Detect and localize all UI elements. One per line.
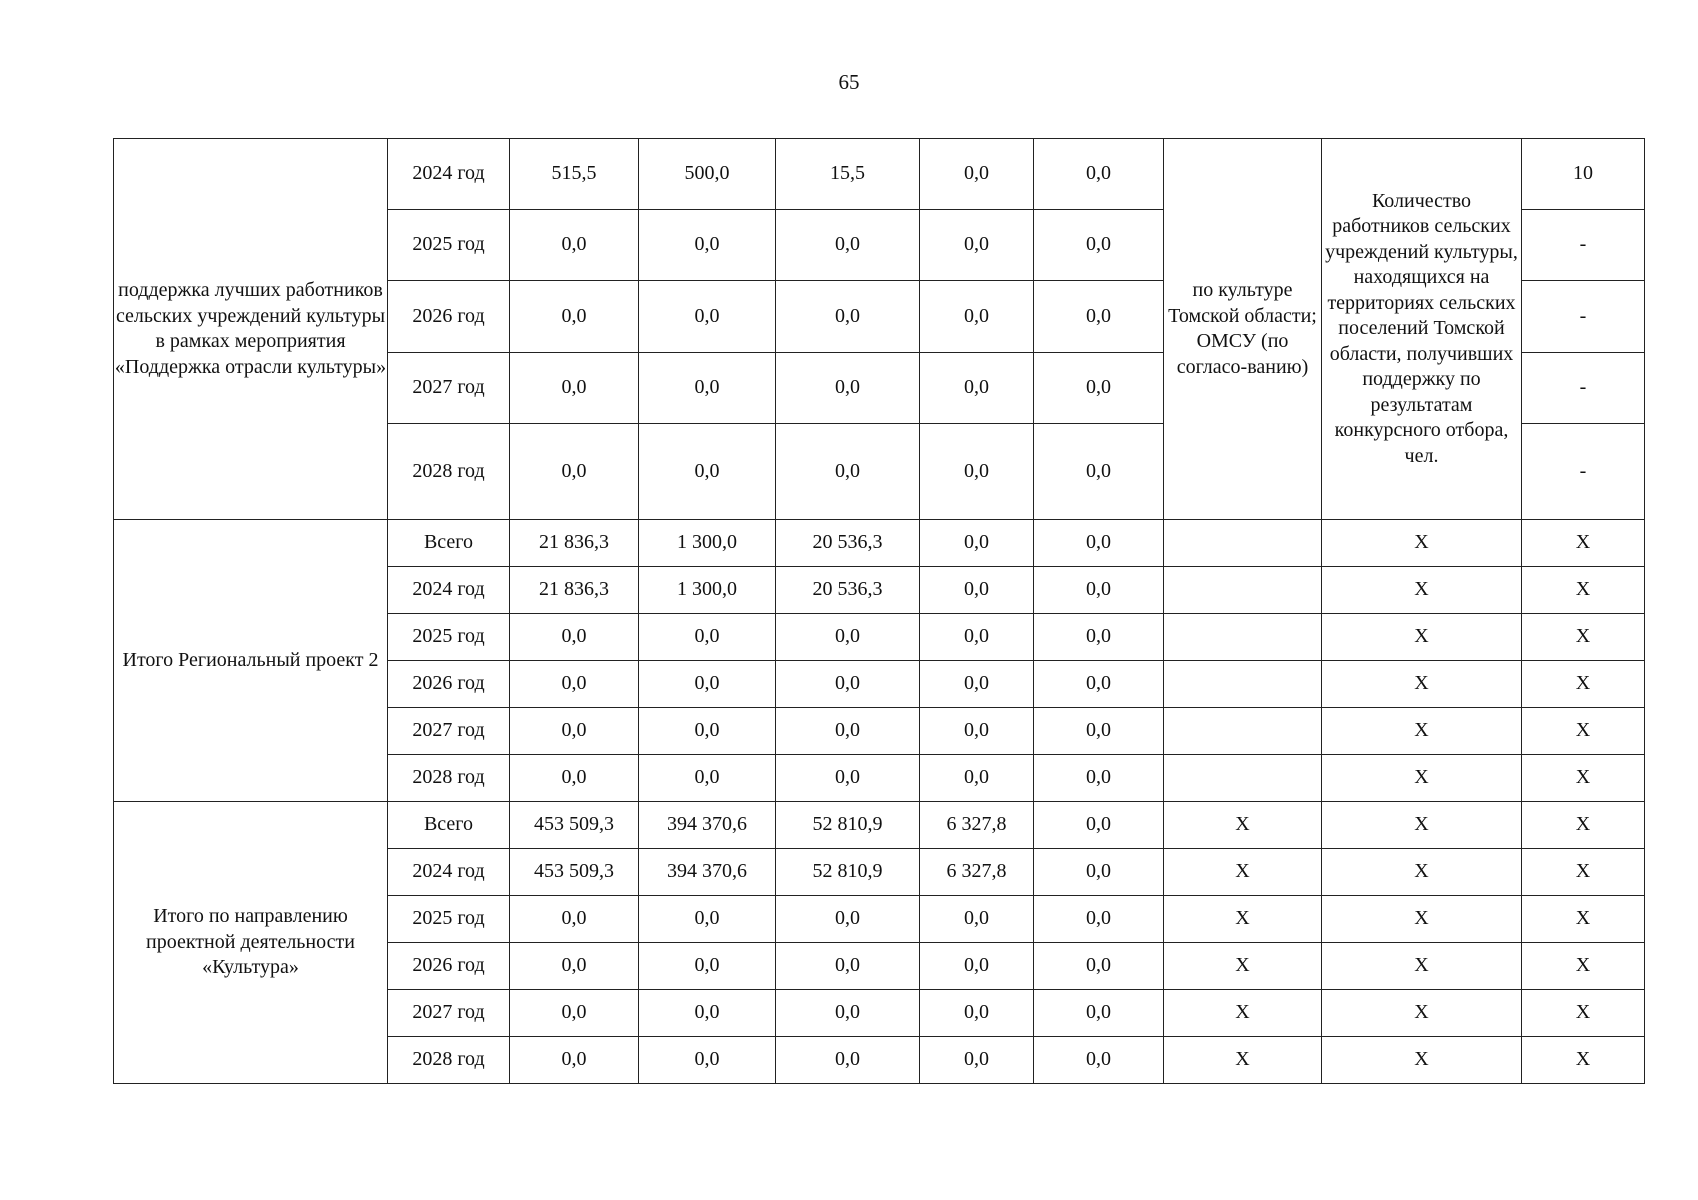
local-budget-cell: 0,0 [920, 755, 1034, 802]
federal-budget-cell: 0,0 [639, 281, 776, 353]
indicator-cell: X [1322, 802, 1522, 849]
local-budget-cell: 6 327,8 [920, 849, 1034, 896]
total-cell: 453 509,3 [510, 849, 639, 896]
year-cell: 2026 год [388, 281, 510, 353]
local-budget-cell: 6 327,8 [920, 802, 1034, 849]
local-budget-cell: 0,0 [920, 896, 1034, 943]
executor-cell [1164, 614, 1322, 661]
table-row [114, 139, 1645, 210]
other-sources-cell: 0,0 [1034, 139, 1164, 210]
regional-budget-cell: 52 810,9 [776, 802, 920, 849]
federal-budget-cell: 0,0 [639, 661, 776, 708]
regional-budget-cell: 0,0 [776, 708, 920, 755]
indicator-cell: X [1322, 661, 1522, 708]
local-budget-cell: 0,0 [920, 661, 1034, 708]
federal-budget-cell: 0,0 [639, 896, 776, 943]
target-value-cell: - [1522, 281, 1645, 353]
total-cell: 0,0 [510, 353, 639, 424]
year-cell: 2027 год [388, 353, 510, 424]
total-cell: 0,0 [510, 210, 639, 281]
year-cell: 2025 год [388, 614, 510, 661]
indicator-cell: X [1322, 990, 1522, 1037]
regional-budget-cell: 20 536,3 [776, 567, 920, 614]
year-cell: Всего [388, 520, 510, 567]
federal-budget-cell: 0,0 [639, 1037, 776, 1084]
regional-budget-cell: 0,0 [776, 943, 920, 990]
year-cell: 2028 год [388, 755, 510, 802]
year-cell: 2027 год [388, 990, 510, 1037]
executor-cell [1164, 520, 1322, 567]
total-cell: 0,0 [510, 614, 639, 661]
local-budget-cell: 0,0 [920, 139, 1034, 210]
executor-cell: X [1164, 943, 1322, 990]
executor-cell: X [1164, 1037, 1322, 1084]
federal-budget-cell: 394 370,6 [639, 802, 776, 849]
total-cell: 0,0 [510, 943, 639, 990]
federal-budget-cell: 0,0 [639, 210, 776, 281]
target-value-cell: - [1522, 424, 1645, 520]
regional-budget-cell: 0,0 [776, 281, 920, 353]
budget-table [113, 138, 1645, 1084]
local-budget-cell: 0,0 [920, 708, 1034, 755]
indicator-cell: X [1322, 755, 1522, 802]
federal-budget-cell: 500,0 [639, 139, 776, 210]
federal-budget-cell: 394 370,6 [639, 849, 776, 896]
year-cell: 2026 год [388, 943, 510, 990]
target-value-cell: - [1522, 353, 1645, 424]
federal-budget-cell: 0,0 [639, 353, 776, 424]
total-cell: 0,0 [510, 424, 639, 520]
federal-budget-cell: 1 300,0 [639, 520, 776, 567]
activity-description: поддержка лучших работников сельских учреждений культуры в рамках мероприятия «Поддержка отрасли культуры» [114, 139, 388, 520]
executor-cell: X [1164, 802, 1322, 849]
local-budget-cell: 0,0 [920, 943, 1034, 990]
target-value-cell: X [1522, 614, 1645, 661]
other-sources-cell: 0,0 [1034, 424, 1164, 520]
target-value-cell: X [1522, 567, 1645, 614]
section-total-label: Итого Региональный проект 2 [114, 520, 388, 802]
local-budget-cell: 0,0 [920, 614, 1034, 661]
other-sources-cell: 0,0 [1034, 990, 1164, 1037]
target-value-cell: X [1522, 849, 1645, 896]
indicator-cell: Количество работников сельских учреждений культуры, находящихся на территориях сельских поселений Томской области, получивших поддержку по результатам конкурсного отбора, чел. [1322, 139, 1522, 520]
year-cell: 2028 год [388, 1037, 510, 1084]
local-budget-cell: 0,0 [920, 990, 1034, 1037]
other-sources-cell: 0,0 [1034, 943, 1164, 990]
total-cell: 0,0 [510, 755, 639, 802]
target-value-cell: X [1522, 708, 1645, 755]
total-cell: 0,0 [510, 1037, 639, 1084]
indicator-cell: X [1322, 943, 1522, 990]
total-cell: 515,5 [510, 139, 639, 210]
federal-budget-cell: 0,0 [639, 708, 776, 755]
executor-cell [1164, 755, 1322, 802]
total-cell: 0,0 [510, 661, 639, 708]
other-sources-cell: 0,0 [1034, 614, 1164, 661]
indicator-cell: X [1322, 1037, 1522, 1084]
target-value-cell: - [1522, 210, 1645, 281]
other-sources-cell: 0,0 [1034, 849, 1164, 896]
other-sources-cell: 0,0 [1034, 520, 1164, 567]
target-value-cell: X [1522, 520, 1645, 567]
local-budget-cell: 0,0 [920, 520, 1034, 567]
direction-total-label: Итого по направлению проектной деятельности «Культура» [114, 802, 388, 1084]
executor-cell: X [1164, 896, 1322, 943]
executor-cell: по культуре Томской области; ОМСУ (по согласо-ванию) [1164, 139, 1322, 520]
page-number: 65 [838, 70, 860, 94]
total-cell: 0,0 [510, 896, 639, 943]
other-sources-cell: 0,0 [1034, 281, 1164, 353]
table-row [114, 802, 1645, 849]
executor-cell [1164, 567, 1322, 614]
year-cell: 2028 год [388, 424, 510, 520]
total-cell: 0,0 [510, 281, 639, 353]
federal-budget-cell: 0,0 [639, 755, 776, 802]
executor-cell: X [1164, 990, 1322, 1037]
year-cell: 2025 год [388, 896, 510, 943]
year-cell: 2024 год [388, 849, 510, 896]
other-sources-cell: 0,0 [1034, 755, 1164, 802]
regional-budget-cell: 20 536,3 [776, 520, 920, 567]
indicator-cell: X [1322, 849, 1522, 896]
other-sources-cell: 0,0 [1034, 802, 1164, 849]
federal-budget-cell: 0,0 [639, 943, 776, 990]
total-cell: 21 836,3 [510, 567, 639, 614]
regional-budget-cell: 0,0 [776, 896, 920, 943]
local-budget-cell: 0,0 [920, 210, 1034, 281]
local-budget-cell: 0,0 [920, 424, 1034, 520]
regional-budget-cell: 52 810,9 [776, 849, 920, 896]
regional-budget-cell: 0,0 [776, 661, 920, 708]
regional-budget-cell: 0,0 [776, 210, 920, 281]
year-cell: Всего [388, 802, 510, 849]
other-sources-cell: 0,0 [1034, 567, 1164, 614]
federal-budget-cell: 0,0 [639, 990, 776, 1037]
federal-budget-cell: 0,0 [639, 424, 776, 520]
target-value-cell: 10 [1522, 139, 1645, 210]
target-value-cell: X [1522, 990, 1645, 1037]
year-cell: 2024 год [388, 139, 510, 210]
total-cell: 453 509,3 [510, 802, 639, 849]
regional-budget-cell: 0,0 [776, 755, 920, 802]
year-cell: 2025 год [388, 210, 510, 281]
local-budget-cell: 0,0 [920, 353, 1034, 424]
table-row [114, 520, 1645, 567]
regional-budget-cell: 0,0 [776, 990, 920, 1037]
target-value-cell: X [1522, 896, 1645, 943]
regional-budget-cell: 0,0 [776, 1037, 920, 1084]
executor-cell [1164, 708, 1322, 755]
target-value-cell: X [1522, 1037, 1645, 1084]
other-sources-cell: 0,0 [1034, 896, 1164, 943]
other-sources-cell: 0,0 [1034, 353, 1164, 424]
other-sources-cell: 0,0 [1034, 1037, 1164, 1084]
regional-budget-cell: 0,0 [776, 353, 920, 424]
target-value-cell: X [1522, 802, 1645, 849]
executor-cell [1164, 661, 1322, 708]
indicator-cell: X [1322, 520, 1522, 567]
other-sources-cell: 0,0 [1034, 210, 1164, 281]
year-cell: 2024 год [388, 567, 510, 614]
target-value-cell: X [1522, 755, 1645, 802]
local-budget-cell: 0,0 [920, 1037, 1034, 1084]
federal-budget-cell: 1 300,0 [639, 567, 776, 614]
indicator-cell: X [1322, 708, 1522, 755]
indicator-cell: X [1322, 567, 1522, 614]
year-cell: 2027 год [388, 708, 510, 755]
other-sources-cell: 0,0 [1034, 708, 1164, 755]
regional-budget-cell: 0,0 [776, 614, 920, 661]
total-cell: 0,0 [510, 990, 639, 1037]
year-cell: 2026 год [388, 661, 510, 708]
executor-cell: X [1164, 849, 1322, 896]
regional-budget-cell: 0,0 [776, 424, 920, 520]
local-budget-cell: 0,0 [920, 567, 1034, 614]
indicator-cell: X [1322, 614, 1522, 661]
other-sources-cell: 0,0 [1034, 661, 1164, 708]
total-cell: 21 836,3 [510, 520, 639, 567]
federal-budget-cell: 0,0 [639, 614, 776, 661]
target-value-cell: X [1522, 661, 1645, 708]
local-budget-cell: 0,0 [920, 281, 1034, 353]
regional-budget-cell: 15,5 [776, 139, 920, 210]
target-value-cell: X [1522, 943, 1645, 990]
total-cell: 0,0 [510, 708, 639, 755]
indicator-cell: X [1322, 896, 1522, 943]
